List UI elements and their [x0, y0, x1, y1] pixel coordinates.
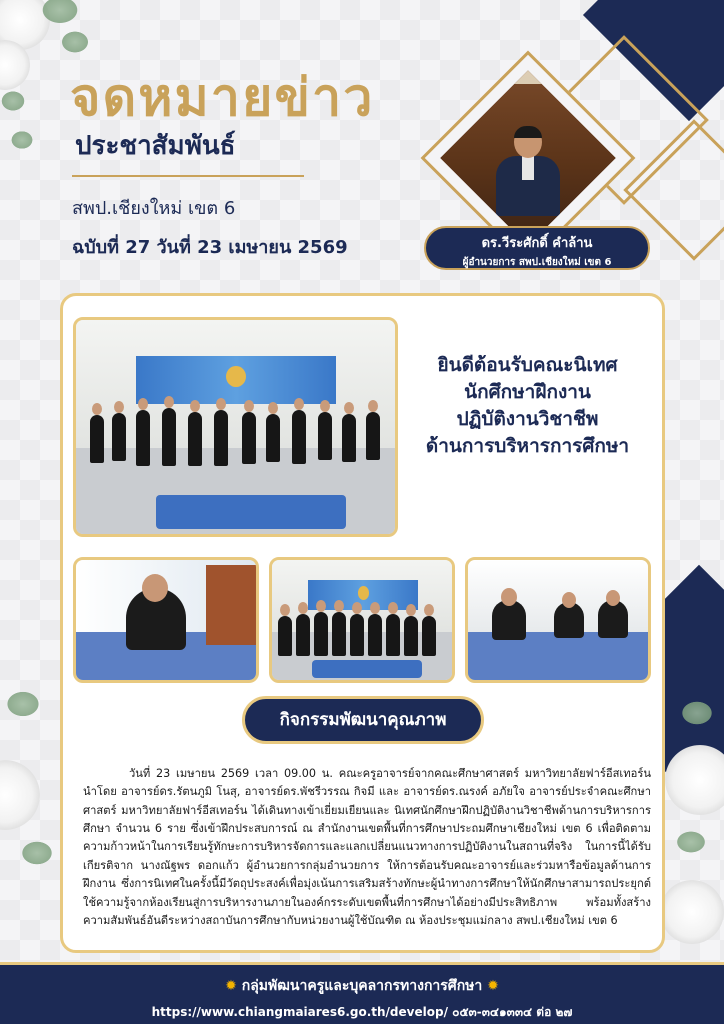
meeting-photo-1: [73, 557, 259, 683]
article-body: วันที่ 23 เมษายน 2569 เวลา 09.00 น. คณะครูอาจารย์จากคณะศึกษาศาสตร์ มหาวิทยาลัยฟาร์อีสเทอร์น นำโดย อาจารย์ดร.รัตนภูมิ โนสุ, อาจารย์ดร.พัชรีวรรณ กิจมี และ อาจารย์ดร.ณรงค์ อภัยใจ อาจารย์ประจำคณะศึกษาศาสตร์ มหาวิทยาลัยฟาร์อีสเทอร์น ได้เดินทางเข้าเยี่ยมเยียนและ นิเทศนักศึกษาฝึกปฏิบัติงานวิชาชีพด้านการบริหารการศึกษา จำนวน 6 ราย ซึ่งเข้าฝึกประสบการณ์ ณ สำนักงานเขตพื้นที่การศึกษาประถมศึกษาเชียงใหม่ เขต 6 เพื่อติดตามความก้าวหน้าในการเรียนรู้ทักษะการบริหารจัดการและแลกเปลี่ยนแนวทางการปฏิบัติงานในสถานที่จริง ในการนี้ได้รับเกียรติจาก นางณัฐพร ดอกแก้ว ผู้อำนวยการกลุ่มอำนวยการ ให้การต้อนรับคณะอาจารย์และร่วมหารือข้อมูลด้านการฝึกงาน ซึ่งการนิเทศในครั้งนี้มีวัตถุประสงค์เพื่อมุ่งเน้นการเสริมสร้างทักษะผู้นำทางการศึกษาให้นักศึกษาสามารถประยุกต์ใช้ความรู้จากห้องเรียนสู่การบริหารงานภายในองค์กรระดับเขตพื้นที่การศึกษาได้อย่างมีประสิทธิภาพ พร้อมทั้งสร้างความสัมพันธ์อันดีระหว่างสถาบันการศึกษากับหน่วยงานผู้ใช้บัณฑิต ณ ห้องประชุมแม่กลาง สพป.เชียงใหม่ เขต 6: [83, 767, 651, 927]
meeting-photo-3: [465, 557, 651, 683]
article-headline: [400, 352, 655, 460]
leaf-decoration: [675, 830, 707, 854]
flower-decoration: [0, 760, 40, 830]
title-divider: [72, 175, 304, 177]
newsletter-subtitle: ประชาสัมพันธ์: [75, 131, 236, 161]
sunflower-icon: ✹: [225, 978, 237, 994]
director-label: [424, 226, 650, 270]
footer: [0, 962, 724, 1024]
footer-title: [0, 975, 724, 997]
issue-info: ฉบับที่ 27 วันที่ 23 เมษายน 2569: [72, 237, 348, 258]
flower-decoration: [665, 745, 724, 815]
director-position: ผู้อำนวยการ สพป.เชียงใหม่ เขต 6: [462, 257, 612, 268]
newsletter-title: จดหมายข่าว: [70, 68, 375, 128]
leaf-decoration: [5, 690, 41, 718]
leaf-decoration: [10, 130, 34, 150]
headline-line: ด้านการบริหารการศึกษา: [425, 434, 630, 457]
organization-name: สพป.เชียงใหม่ เขต 6: [72, 198, 236, 219]
leaf-decoration: [20, 840, 54, 866]
flower-decoration: [660, 880, 724, 944]
director-name: ดร.วีระศักดิ์ คำล้าน: [481, 236, 593, 251]
footer-contact: https://www.chiangmaiares6.go.th/develop/ ๐๕๓-๓๔๑๓๓๔ ต่อ ๒๗: [151, 1005, 573, 1019]
meeting-photo-2: [269, 557, 455, 683]
footer-group-name: กลุ่มพัฒนาครูและบุคลากรทางการศึกษา: [241, 978, 483, 994]
headline-line: ปฏิบัติงานวิชาชีพ: [456, 407, 599, 430]
sunflower-icon: ✹: [487, 978, 499, 994]
group-photo-main: [73, 317, 398, 537]
leaf-decoration: [60, 30, 90, 54]
leaf-decoration: [680, 700, 714, 726]
leaf-decoration: [0, 90, 26, 112]
section-title: กิจกรรมพัฒนาคุณภาพ: [242, 696, 484, 744]
headline-line: นักศึกษาฝึกงาน: [464, 380, 591, 403]
leaf-decoration: [40, 0, 80, 25]
headline-line: ยินดีต้อนรับคณะนิเทศ: [437, 354, 618, 376]
